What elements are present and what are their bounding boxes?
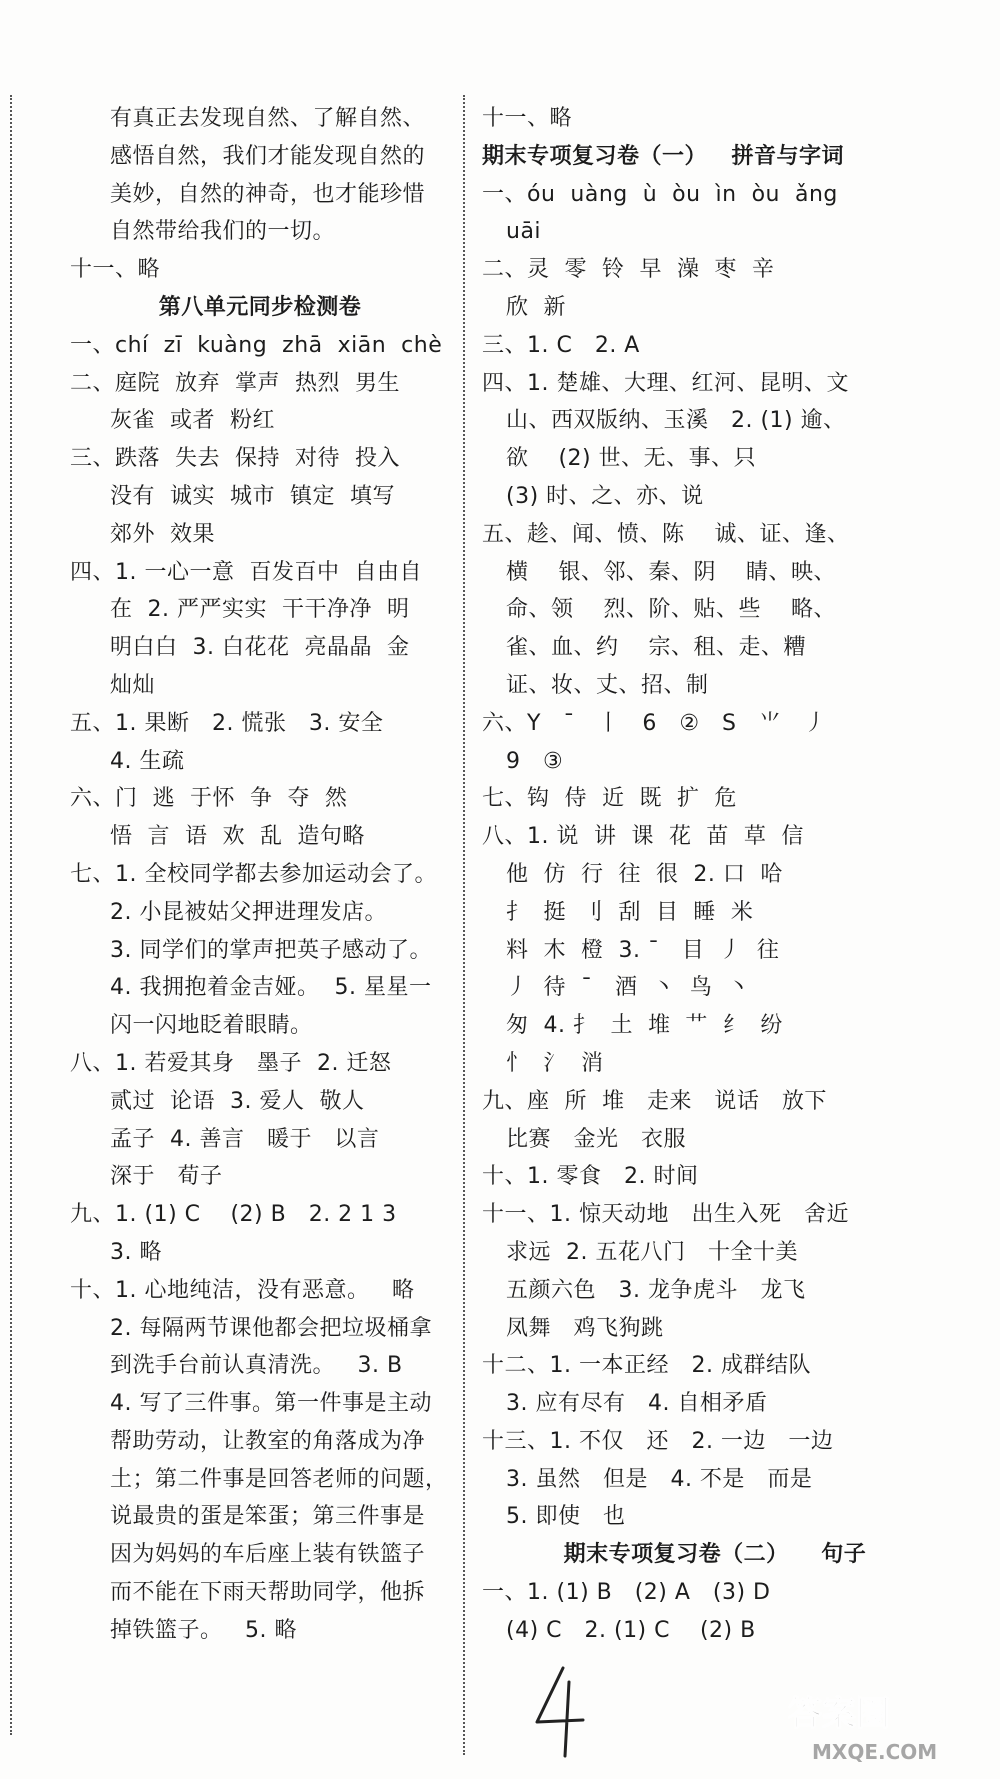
handwritten-page-number: [525, 1660, 595, 1760]
left-column-line: 掉铁篮子。 5. 略: [110, 1617, 297, 1643]
right-column-line: 证、妆、丈、招、制: [506, 672, 709, 698]
left-column-line: 有真正去发现自然、了解自然、: [110, 106, 426, 131]
left-column-line: 土；第二件事是回答老师的问题，: [110, 1466, 448, 1492]
right-column-line: 比赛 金光 衣服: [506, 1126, 686, 1152]
right-column-line: 六、Y ¯ 丨 6 ② S ⺌ 丿: [482, 710, 827, 736]
left-column-line: 十一、略: [70, 257, 161, 283]
right-column-line: 十一、1. 惊天动地 出生入死 舍近: [482, 1202, 849, 1228]
left-column-line: 孟子 4. 善言 暖于 以言: [110, 1126, 380, 1152]
watermark-cn-text: 答案圈: [788, 1694, 890, 1734]
right-column-line: 山、西双版纳、玉溪 2. (1) 逾、: [506, 408, 846, 434]
left-column-line: 3. 同学们的掌声把英子感动了。: [110, 937, 432, 963]
left-column-line: 第八单元同步检测卷: [158, 294, 362, 320]
column-divider: [463, 95, 465, 1755]
left-column-line: 贰过 论语 3. 爱人 敬人: [110, 1088, 365, 1114]
right-column-line: 5. 即使 也: [506, 1504, 626, 1530]
left-column-line: 2. 小昆被姑父押进理发店。: [110, 899, 387, 925]
left-column-line: 七、1. 全校同学都去参加运动会了。: [70, 861, 437, 887]
left-column-line: 3. 略: [110, 1239, 162, 1265]
right-column-line: 欣 新: [506, 294, 566, 320]
left-column-line: 五、1. 果断 2. 慌张 3. 安全: [70, 710, 384, 736]
right-column-line: 五、趁、闻、愤、陈 诚、证、逢、: [482, 521, 850, 547]
right-column-line: 一、1. (1) B (2) A (3) D: [482, 1580, 771, 1606]
left-column-line: 悟 言 语 欢 乱 造句略: [110, 824, 365, 850]
left-column-line: 四、1. 一心一意 百发百中 自由自: [70, 559, 422, 585]
left-column-line: 而不能在下雨天帮助同学，他拆: [110, 1580, 426, 1606]
right-column-line: 凤舞 鸡飞狗跳: [506, 1315, 664, 1341]
right-column-line: 求远 2. 五花八门 十全十美: [506, 1239, 798, 1265]
right-column-line: (4) C 2. (1) C (2) B: [506, 1617, 756, 1643]
left-column-line: 三、跌落 失去 保持 对待 投入: [70, 446, 400, 472]
right-column-line: 二、灵 零 铃 早 澡 枣 辛: [482, 257, 775, 283]
left-margin-rule: [10, 95, 12, 1735]
left-column-line: 灿灿: [110, 672, 156, 698]
right-column-line: 匆 4. 扌 土 堆 艹 纟 纷: [506, 1013, 783, 1039]
left-column-line: 在 2. 严严实实 干干净净 明: [110, 597, 410, 623]
right-column-line: 十、1. 零食 2. 时间: [482, 1164, 699, 1190]
right-column-line: 十一、略: [482, 106, 573, 131]
right-column-line: 三、1. C 2. A: [482, 332, 640, 358]
right-column-line: (3) 时、之、亦、说: [506, 483, 704, 509]
left-column-line: 六、门 逃 于怀 争 夺 然: [70, 786, 348, 812]
right-column-line: 十二、1. 一本正经 2. 成群结队: [482, 1353, 811, 1379]
right-column-line: 一、óu uàng ù òu ìn òu ǎng: [482, 181, 838, 207]
left-column-line: 4. 生疏: [110, 748, 185, 774]
left-column-line: 说最贵的蛋是笨蛋；第三件事是: [110, 1504, 426, 1530]
left-column-line: 九、1. (1) C (2) B 2. 2 1 3: [70, 1202, 397, 1228]
right-column-line: 十三、1. 不仅 还 2. 一边 一边: [482, 1428, 834, 1454]
left-column-line: 4. 写了三件事。第一件事是主动: [110, 1391, 432, 1417]
left-column-line: 闪一闪地眨着眼睛。: [110, 1013, 313, 1039]
left-column-line: 2. 每隔两节课他都会把垃圾桶拿: [110, 1315, 432, 1341]
right-column-line: 欲 (2) 世、无、事、只: [506, 446, 757, 472]
left-column-line: 郊外 效果: [110, 521, 215, 547]
right-column-line: 九、座 所 堆 走来 说话 放下: [482, 1088, 827, 1114]
right-column: [470, 100, 960, 1650]
left-column-line: 灰雀 或者 粉红: [110, 408, 275, 434]
right-column-line: 3. 虽然 但是 4. 不是 而是: [506, 1466, 813, 1492]
right-column-line: 期末专项复习卷（一） 拼音与字词: [482, 143, 844, 169]
right-column-line: uāi: [506, 219, 542, 245]
left-column-line: 到洗手台前认真清洗。 3. B: [110, 1353, 403, 1379]
right-column-line: 横 银、邻、秦、阴 睛、映、: [506, 559, 836, 585]
right-column-line: 丿 待 ¯ 酒 丶 鸟 丶: [506, 975, 750, 1001]
left-column-line: 美妙，自然的神奇，也才能珍惜: [110, 181, 426, 207]
right-column-line: 扌 挺 刂 刮 目 睡 米: [506, 899, 754, 925]
right-column-line: 3. 应有尽有 4. 自相矛盾: [506, 1391, 768, 1417]
left-column-line: 没有 诚实 城市 镇定 填写: [110, 483, 395, 509]
right-column-line: 忄 氵 消: [506, 1050, 604, 1076]
left-column-line: 二、庭院 放弃 掌声 热烈 男生: [70, 370, 400, 396]
right-column-line: 9 ③: [506, 748, 564, 774]
right-column-line: 七、钩 侍 近 既 扩 危: [482, 786, 737, 812]
right-column-line: 期末专项复习卷（二） 句子: [563, 1542, 867, 1568]
left-column-line: 因为妈妈的车后座上装有铁篮子: [110, 1542, 426, 1568]
right-column-line: 料 木 橙 3. ¯ 目 丿 往: [506, 937, 780, 963]
left-column-line: 4. 我拥抱着金吉娅。 5. 星星一: [110, 975, 432, 1001]
left-column: [70, 100, 450, 1650]
left-column-line: 自然带给我们的一切。: [110, 219, 336, 245]
left-column-line: 感悟自然，我们才能发现自然的: [110, 143, 426, 169]
left-column-line: 十、1. 心地纯洁，没有恶意。 略: [70, 1277, 415, 1303]
right-column-line: 雀、血、约 宗、租、走、糟: [506, 635, 806, 661]
left-column-line: 八、1. 若爱其身 墨子 2. 迁怒: [70, 1050, 392, 1076]
left-column-line: 明白白 3. 白花花 亮晶晶 金: [110, 635, 410, 661]
right-column-line: 命、领 烈、阶、贴、些 略、: [506, 597, 836, 623]
left-column-line: 一、chí zī kuàng zhā xiān chè: [70, 332, 443, 358]
right-column-line: 他 仿 行 往 很 2. 口 哈: [506, 861, 783, 887]
right-column-line: 五颜六色 3. 龙争虎斗 龙飞: [506, 1277, 806, 1303]
left-column-line: 深于 荀子: [110, 1164, 223, 1190]
watermark-logo: [782, 1685, 982, 1765]
watermark-en-text: MXQE.COM: [812, 1740, 938, 1764]
right-column-line: 四、1. 楚雄、大理、红河、昆明、文: [482, 370, 849, 396]
right-column-line: 八、1. 说 讲 课 花 苗 草 信: [482, 824, 804, 850]
left-column-line: 帮助劳动，让教室的角落成为净: [110, 1428, 426, 1454]
